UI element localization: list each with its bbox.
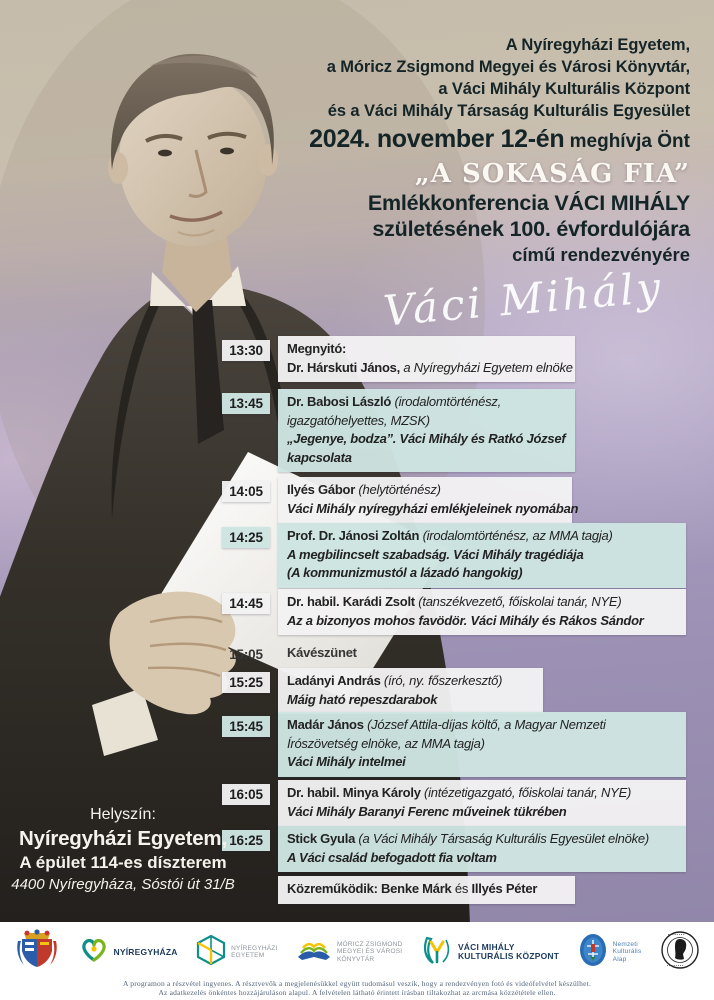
schedule-line xyxy=(287,430,566,449)
schedule-line xyxy=(287,593,677,612)
schedule-text-segment: (a Váci Mihály Társaság Kulturális Egyesület elnöke) xyxy=(355,831,649,846)
schedule-entry xyxy=(278,640,478,668)
logo-item xyxy=(14,929,60,976)
logo-label: NYÍREGYHÁZA xyxy=(113,946,178,957)
logo-label: VÁCI MIHÁLY KULTURÁLIS KÖZPONT xyxy=(457,942,560,961)
schedule-line xyxy=(287,753,677,772)
location-venue: Nyíregyházi Egyetem, xyxy=(19,827,227,850)
schedule-entry xyxy=(278,336,575,382)
event-subtitle-1: Emlékkonferencia VÁCI MIHÁLY xyxy=(367,191,690,215)
schedule-time: 15:45 xyxy=(222,716,270,737)
schedule-text-segment: A Váci család befogadott fia voltam xyxy=(287,849,497,865)
nemzeti-kulturalis-alap-icon xyxy=(578,933,608,972)
schedule-line xyxy=(287,672,534,691)
schedule-text-segment: (író, ny. főszerkesztő) xyxy=(380,673,503,688)
svg-text:• • • • • • • •: • • • • • • • • xyxy=(667,932,685,937)
schedule-entry xyxy=(278,876,575,904)
event-date: 2024. november 12-én xyxy=(309,125,565,153)
logo-item xyxy=(296,937,402,968)
vaci-tarsasag-stamp-icon xyxy=(660,930,700,975)
schedule-line xyxy=(287,393,566,412)
schedule-text-segment: (József Attila-díjas költő, a Magyar Nemzeti xyxy=(363,717,606,732)
library-open-book-icon xyxy=(296,937,332,968)
schedule-text-segment: A megbilincselt szabadság. Váci Mihály tragédiája xyxy=(287,546,584,562)
schedule-entry xyxy=(278,826,686,872)
fine-print-line-1: A programon a részvétel ingyenes. A résztvevők a megjelenésükkel együtt tudomásul veszik, hogy a rendezvényen fotó és videófelvétel készülhet. xyxy=(122,979,592,988)
schedule-text-segment: Írószövetség elnöke, az MMA tagja) xyxy=(287,735,485,751)
schedule-entry xyxy=(278,668,543,714)
schedule-line xyxy=(287,340,566,359)
schedule-entry xyxy=(278,477,579,523)
nye-cube-icon xyxy=(196,934,226,971)
invite-text: meghívja Önt xyxy=(564,131,690,152)
schedule-entry xyxy=(278,589,686,635)
schedule-text-segment: Stick Gyula xyxy=(287,831,356,846)
schedule-text-segment: Ladányi András xyxy=(287,673,381,688)
schedule-line xyxy=(287,481,563,500)
schedule-text-segment: Dr. Hárskuti János, xyxy=(287,359,401,375)
logo-item xyxy=(578,933,642,972)
schedule-text-segment: (intézetigazgató, főiskolai tanár, NYE) xyxy=(420,785,632,800)
schedule-time: 16:25 xyxy=(222,830,270,851)
schedule-time: 13:30 xyxy=(222,340,270,361)
svg-text:• • • • • • • •: • • • • • • • • xyxy=(666,963,684,968)
schedule-line xyxy=(287,612,677,631)
schedule-line xyxy=(287,644,469,663)
schedule-line xyxy=(287,849,677,868)
schedule-text-segment: igazgatóhelyettes, MZSK) xyxy=(287,412,430,428)
schedule-time: 14:45 xyxy=(222,593,270,614)
schedule-line xyxy=(287,564,677,583)
schedule-text-segment: Váci Mihály nyíregyházi emlékjeleinek nyomában xyxy=(287,500,579,516)
logo-label: MÓRICZ ZSIGMOND MEGYEI ÉS VÁROSI KÖNYVTÁR xyxy=(336,940,403,963)
schedule-text-segment: a Nyíregyházi Egyetem elnöke xyxy=(400,359,573,375)
event-subtitle-3: című rendezvényére xyxy=(512,244,690,265)
signature-text: Váci Mihály xyxy=(381,262,666,336)
logo-item xyxy=(196,934,277,971)
logo-item xyxy=(660,930,700,975)
schedule-text-segment: Kávészünet xyxy=(287,645,357,660)
organizer-line: A Nyíregyházi Egyetem, xyxy=(505,36,690,54)
schedule-time: 14:05 xyxy=(222,481,270,502)
schedule-entry xyxy=(278,523,686,588)
schedule-line xyxy=(287,735,677,754)
location-label: Helyszín: xyxy=(90,806,156,823)
event-title-quote: „A SOKASÁG FIA” xyxy=(414,159,690,189)
schedule-time: 15:25 xyxy=(222,672,270,693)
schedule-text-segment: Az a bizonyos mohos favödör. Váci Mihály és Rákos Sándor xyxy=(287,612,644,628)
schedule-text-segment: (irodalomtörténész, xyxy=(391,394,502,409)
logo-item xyxy=(79,936,178,969)
footer xyxy=(0,922,714,1000)
schedule-time: 15:05 xyxy=(229,647,263,662)
schedule-text-segment: és xyxy=(451,881,472,896)
schedule-line xyxy=(287,546,677,565)
schedule-text-segment: Dr. habil. Minya Károly xyxy=(287,785,421,800)
schedule-text-segment: Ilyés Gábor xyxy=(287,482,356,497)
schedule-text-segment: Váci Mihály Baranyi Ferenc műveinek tükrében xyxy=(287,803,567,819)
schedule-text-segment: (A kommunizmustól a lázadó hangokig) xyxy=(287,565,523,581)
fine-print xyxy=(0,979,714,997)
schedule-text-segment: Benke Márk xyxy=(381,881,452,896)
organizer-line: a Váci Mihály Kulturális Központ xyxy=(438,80,690,98)
schedule-time: 13:45 xyxy=(222,393,270,414)
organizer-line: és a Váci Mihály Társaság Kulturális Egyesület xyxy=(327,102,690,120)
schedule-line xyxy=(287,830,677,849)
schedule-line xyxy=(287,359,573,378)
schedule-text-segment: kapcsolata xyxy=(287,449,352,465)
logo-label: NYÍREGYHÁZI EGYETEM xyxy=(231,944,278,959)
schedule-text-segment: Dr. habil. Karádi Zsolt xyxy=(287,594,415,609)
schedule-line xyxy=(287,449,566,468)
schedule-line xyxy=(287,412,566,431)
location-room: A épület 114-es díszterem xyxy=(19,853,227,872)
schedule-time: 16:05 xyxy=(222,784,270,805)
schedule-text-segment: (helytörténész) xyxy=(355,482,441,497)
schedule-line xyxy=(287,500,579,519)
logo-strip xyxy=(0,922,714,976)
schedule-entry xyxy=(278,389,575,472)
organizer-line: a Móricz Zsigmond Megyei és Városi Könyvtár, xyxy=(326,58,690,76)
logo-item xyxy=(421,934,559,971)
schedule-text-segment: Madár János xyxy=(287,717,364,732)
schedule-line xyxy=(287,880,566,899)
schedule-text-segment: (tanszékvezető, főiskolai tanár, NYE) xyxy=(414,594,622,609)
schedule-text-segment: „Jegenye, bodza”. Váci Mihály és Ratkó József xyxy=(287,431,566,447)
schedule-text-segment: Illyés Péter xyxy=(471,881,538,896)
fine-print-line-2: Az adatkezelés önkéntes hozzájáruláson alapul. A felvételen látható érintett írásban tiltakozhat az arcmása közzététele ellen. xyxy=(158,988,556,997)
logo-label: Nemzeti Kulturális Alap xyxy=(612,940,642,963)
schedule-text-segment: Prof. Dr. Jánosi Zoltán xyxy=(287,528,420,543)
schedule-line xyxy=(287,716,677,735)
nyiregyhaza-coat-of-arms-icon xyxy=(14,929,60,976)
nyiregyhaza-heart-icon xyxy=(79,936,109,969)
schedule-line xyxy=(287,784,677,803)
location-block xyxy=(8,804,238,895)
schedule-time: 14:25 xyxy=(222,527,270,548)
schedule-text-segment: (irodalomtörténész, az MMA tagja) xyxy=(419,528,613,543)
schedule-text-segment: Dr. Babosi László xyxy=(287,394,392,409)
schedule-text-segment: Közreműködik: xyxy=(287,881,378,896)
schedule-line xyxy=(287,691,534,710)
schedule-entry xyxy=(278,712,686,777)
vaci-mihaly-kulturalis-kozpont-icon xyxy=(421,934,453,971)
schedule-entry xyxy=(278,780,686,826)
location-address: 4400 Nyíregyháza, Sóstói út 31/B xyxy=(11,876,235,893)
schedule-text-segment: Máig ható repeszdarabok xyxy=(287,691,438,707)
schedule-text-segment: Váci Mihály intelmei xyxy=(287,754,406,770)
schedule-line xyxy=(287,803,677,822)
event-subtitle-2: születésének 100. évfordulójára xyxy=(372,217,690,241)
schedule-line xyxy=(287,527,677,546)
schedule-text-segment: Megnyitó: xyxy=(287,341,347,356)
